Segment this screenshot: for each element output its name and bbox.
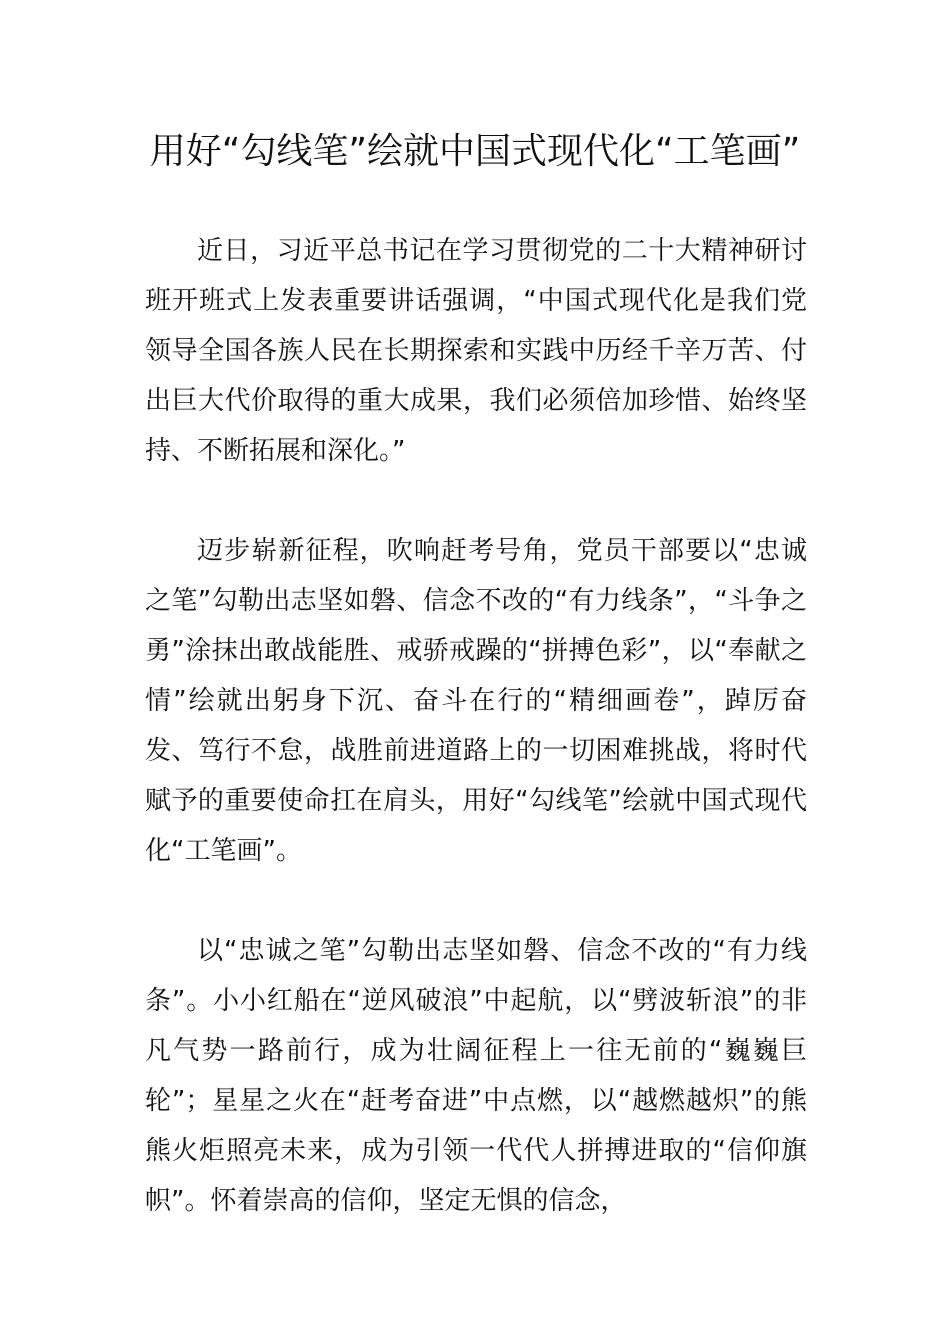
paragraph-3: 以“忠诚之笔”勾勒出志坚如磐、信念不改的“有力线条”。小小红船在“逆风破浪”中起航，以“劈波斩浪”的非凡气势一路前行，成为壮阔征程上一往无前的“巍巍巨轮”；星星之火在“赶考奋进”中点燃，以“越燃越炽”的熊熊火炬照亮未来，成为引领一代代人拼搏进取的“信仰旗帜”。怀着崇高的信仰，坚定无惧的信念， [145,936,807,1216]
document-title: 用好“勾线笔”绘就中国式现代化“工笔画” [149,131,801,172]
document-body [145,226,807,1276]
paragraph-1: 近日，习近平总书记在学习贯彻党的二十大精神研讨班开班式上发表重要讲话强调，“中国式现代化是我们党领导全国各族人民在长期探索和实践中历经千辛万苦、付出巨大代价取得的重大成果，我们必须倍加珍惜、始终坚持、不断拓展和深化。” [145,236,807,466]
paragraph-2: 迈步崭新征程，吹响赶考号角，党员干部要以“忠诚之笔”勾勒出志坚如磐、信念不改的“有力线条”，“斗争之勇”涂抹出敢战能胜、戒骄戒躁的“拼搏色彩”，以“奉献之情”绘就出躬身下沉、奋斗在行的“精细画卷”，踔厉奋发、笃行不怠，战胜前进道路上的一切困难挑战，将时代赋予的重要使命扛在肩头，用好“勾线笔”绘就中国式现代化“工笔画”。 [145,536,807,866]
